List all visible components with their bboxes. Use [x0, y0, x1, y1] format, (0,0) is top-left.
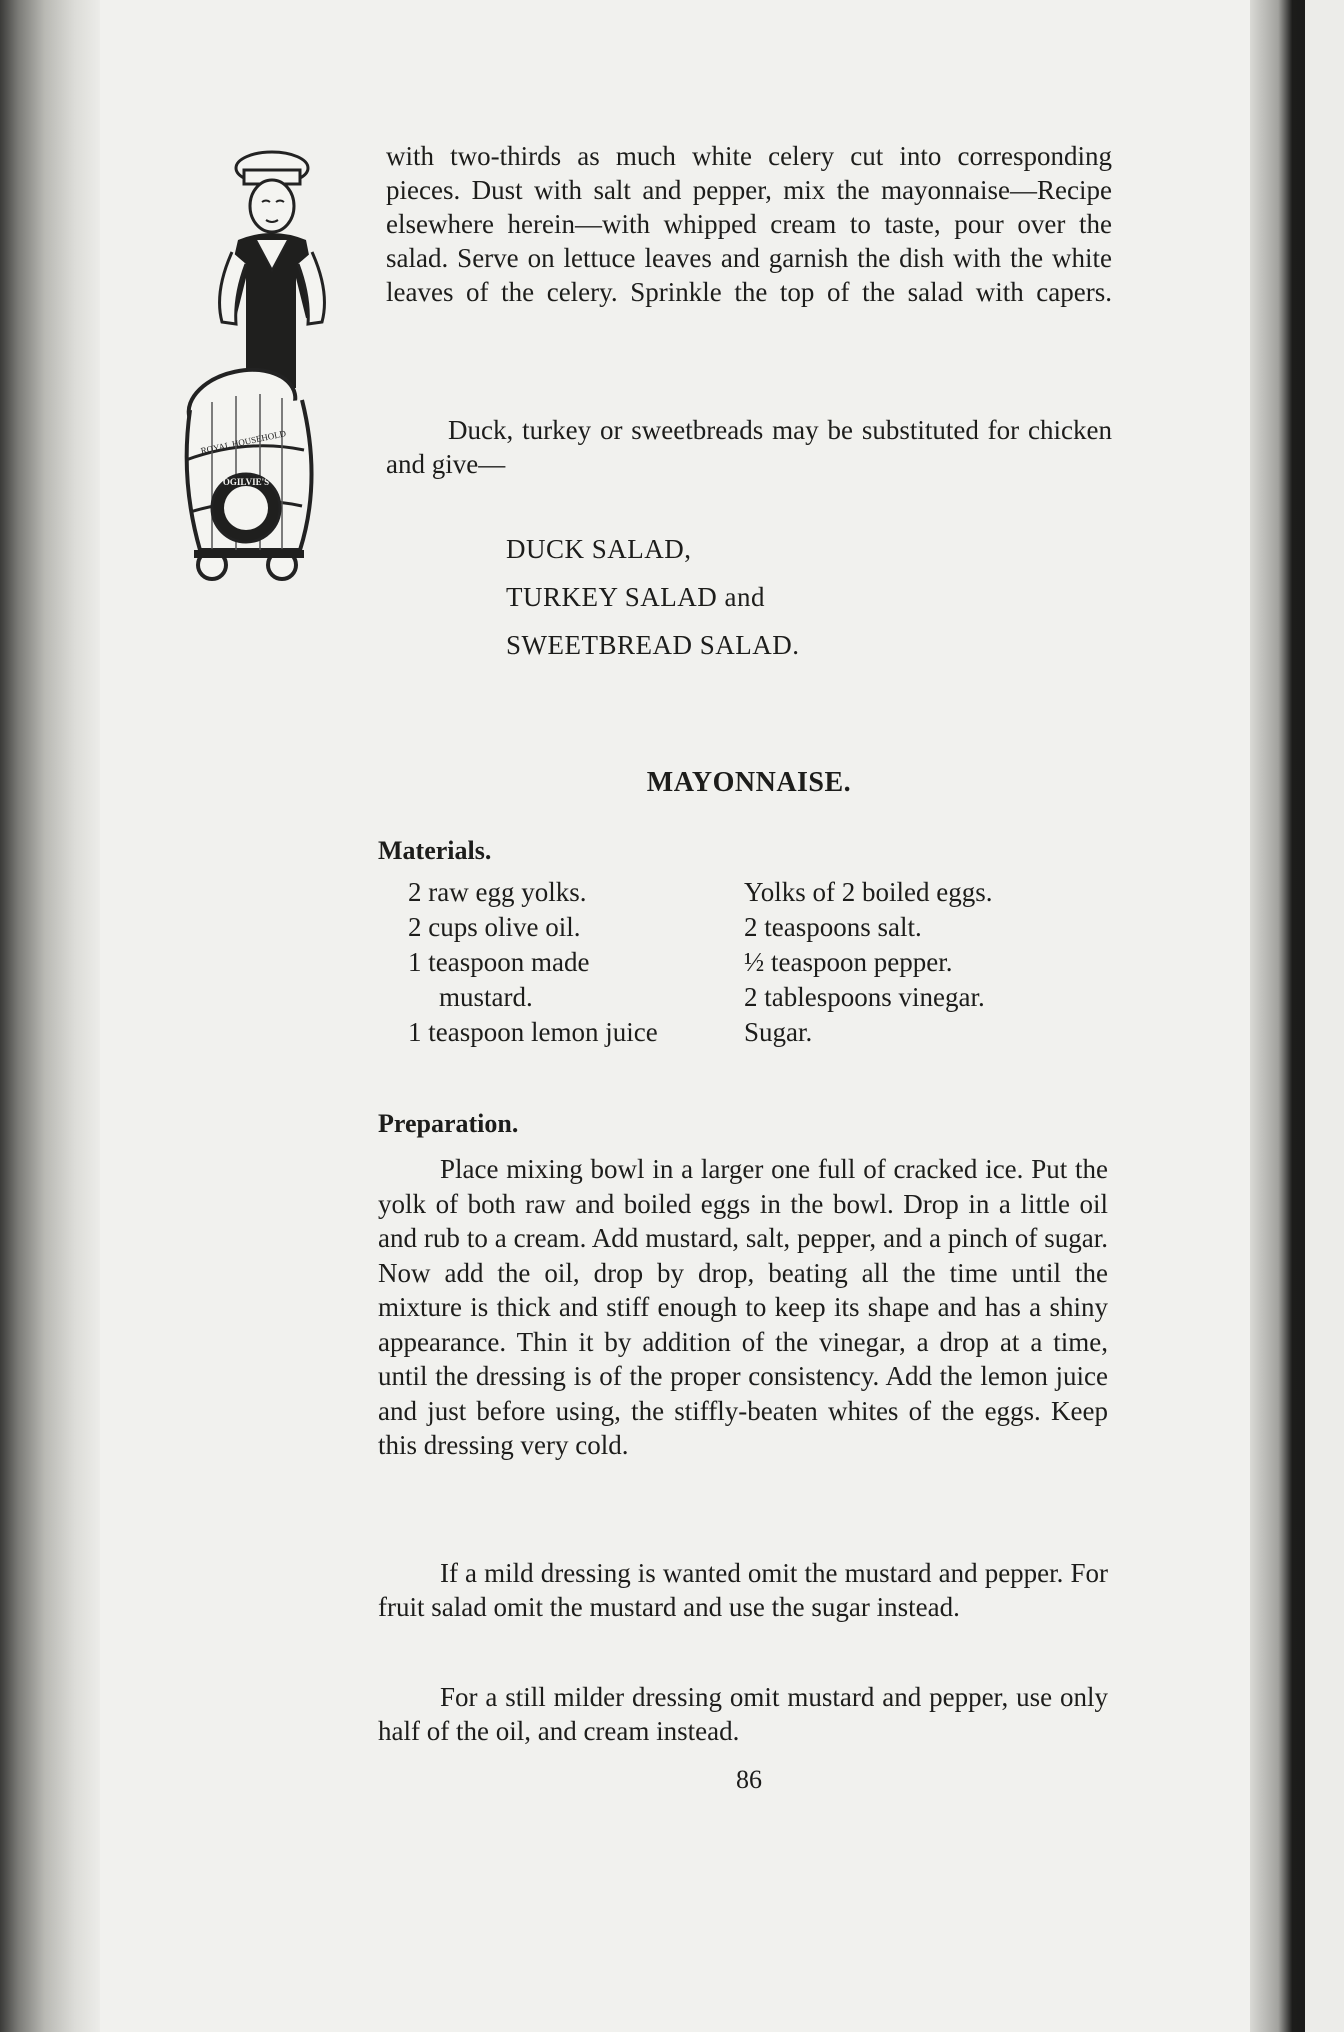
- materials-heading: Materials.: [378, 836, 492, 865]
- salad-variant: DUCK SALAD,: [506, 534, 692, 564]
- material-item: 1 teaspoon lemon juice: [408, 1017, 658, 1047]
- preparation-paragraph: Place mixing bowl in a larger one full of cracked ice. Put the yolk of both raw and boiled eggs in the bowl. Drop in a little oil and rub to a cream. Add mustard, salt, pepper, and a pinch of sugar. Now add the oil, drop by drop, beating all the time until the mixture is thick and stiff enough to keep its shape and has a shiny appearance. Thin it by addition of the vinegar, a drop at a time, until the dressing is of the proper consistency. Add the lemon juice and just before using, the stiffly-beaten whites of the eggs. Keep this dressing very cold.: [378, 1154, 1108, 1460]
- salad-variant: TURKEY SALAD and: [506, 582, 765, 612]
- intro-paragraph: with two-thirds as much white celery cut into corresponding pieces. Dust with salt and pepper, mix the mayonnaise—Recipe elsewhere herein—with whipped cream to taste, pour over the salad. Serve on lettuce leaves and garnish the dish with the white leaves of the celery. Sprinkle the top of the salad with capers.: [386, 141, 1112, 307]
- page-number: 86: [736, 1765, 762, 1794]
- material-item: 2 tablespoons vinegar.: [744, 982, 985, 1012]
- svg-text:OGILVIE'S: OGILVIE'S: [222, 477, 270, 487]
- material-item: 2 raw egg yolks.: [408, 877, 587, 907]
- material-item: ½ teaspoon pepper.: [744, 947, 953, 977]
- flour-barrel-figure-icon: [172, 140, 352, 590]
- salad-variants-list: [506, 525, 800, 669]
- preparation-paragraph: If a mild dressing is wanted omit the mustard and pepper. For fruit salad omit the mustard and use the sugar instead.: [378, 1558, 1108, 1622]
- material-item: 2 teaspoons salt.: [744, 912, 922, 942]
- material-item: Sugar.: [744, 1017, 813, 1047]
- book-page-edges: [0, 0, 100, 2032]
- salad-variant: SWEETBREAD SALAD.: [506, 630, 800, 660]
- facing-page-edge: [1305, 0, 1344, 2032]
- preparation-heading: Preparation.: [378, 1109, 519, 1138]
- substitution-paragraph: Duck, turkey or sweetbreads may be substituted for chicken and give—: [386, 415, 1112, 479]
- recipe-title: MAYONNAISE.: [646, 767, 852, 798]
- material-item: 2 cups olive oil.: [408, 912, 581, 942]
- materials-left-column: [408, 875, 658, 1050]
- material-item: Yolks of 2 boiled eggs.: [744, 877, 993, 907]
- preparation-paragraph: For a still milder dressing omit mustard and pepper, use only half of the oil, and cream instead.: [378, 1682, 1108, 1746]
- materials-right-column: [744, 875, 993, 1050]
- material-item: mustard.: [439, 982, 533, 1012]
- svg-text:ROYAL HOUSEHOLD: ROYAL HOUSEHOLD: [199, 428, 287, 456]
- material-item: 1 teaspoon made: [408, 947, 590, 977]
